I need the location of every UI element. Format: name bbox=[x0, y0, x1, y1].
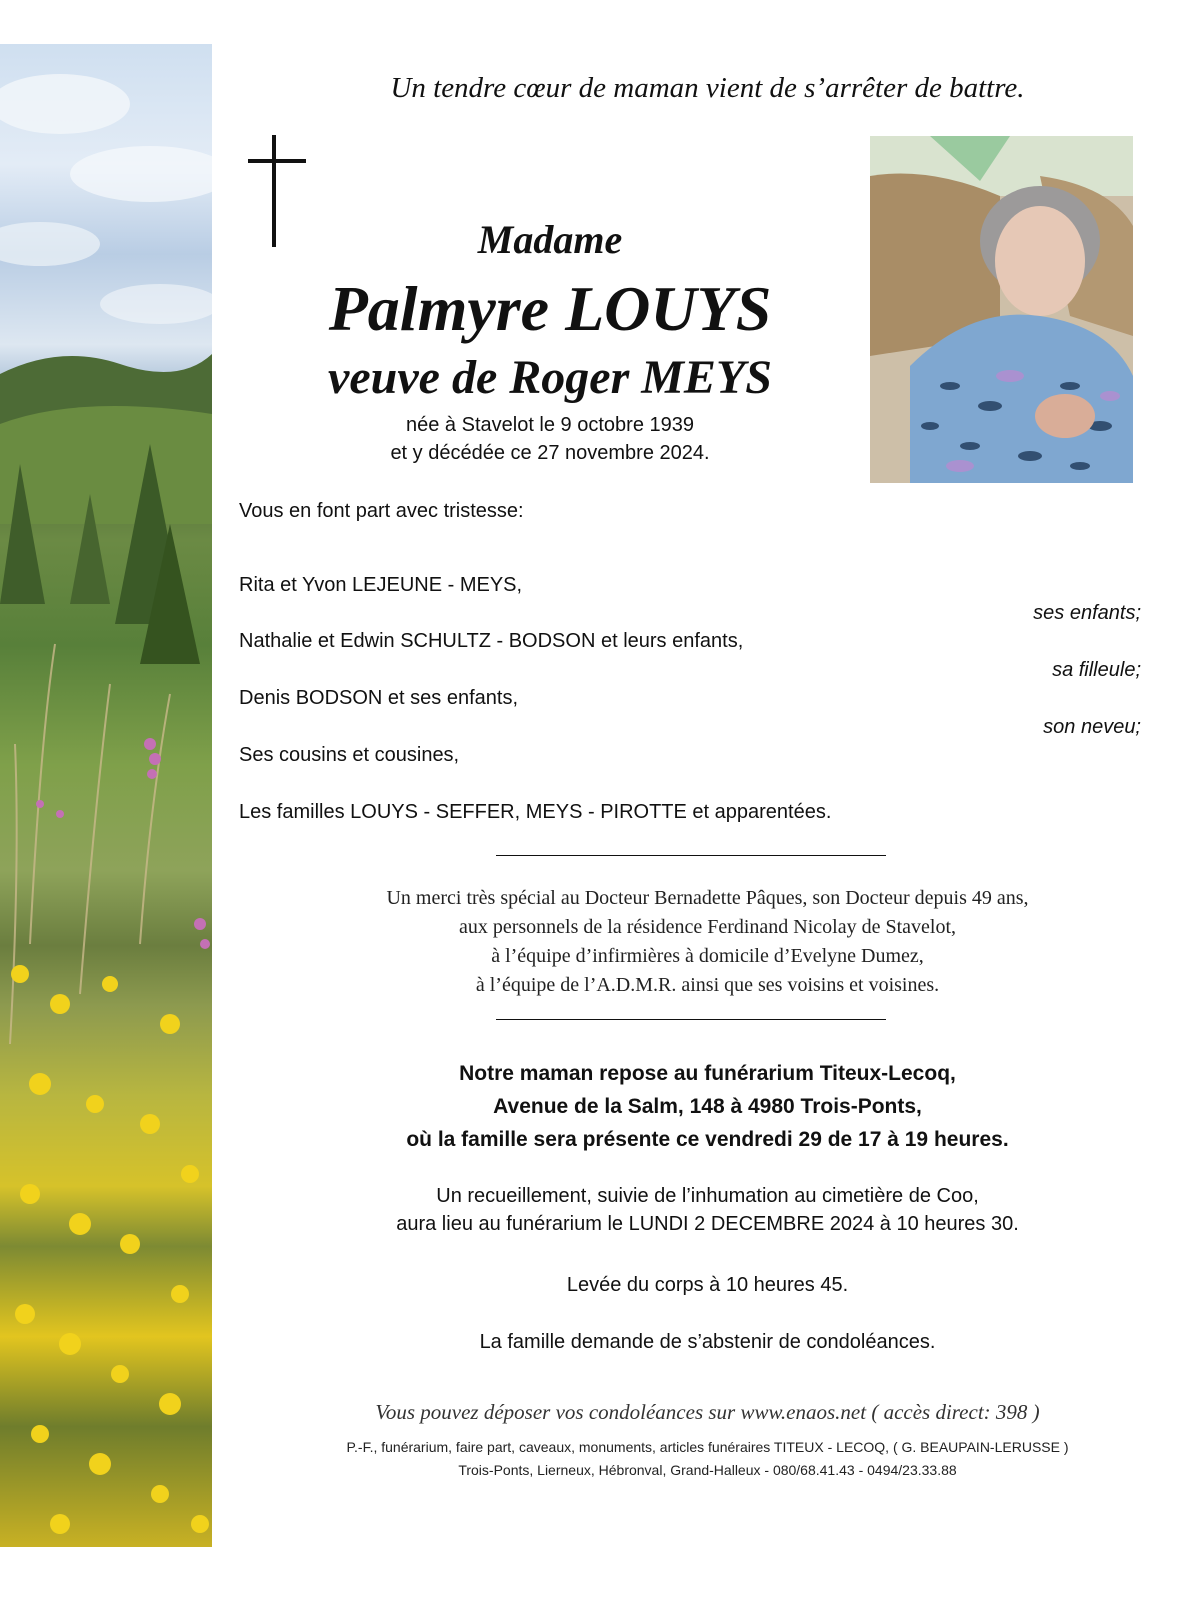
header-quote: Un tendre cœur de maman vient de s’arrêter de battre. bbox=[390, 72, 1025, 104]
death-line: et y décédée ce 27 novembre 2024. bbox=[390, 442, 710, 464]
cross-icon bbox=[248, 135, 306, 247]
footer-block bbox=[212, 1436, 1203, 1482]
separator-line bbox=[496, 1019, 886, 1020]
family-relation: sa filleule; bbox=[1052, 659, 1141, 681]
no-condolences-line: La famille demande de s’abstenir de condoléances. bbox=[479, 1331, 936, 1353]
family-names: Les familles LOUYS - SEFFER, MEYS - PIROTTE et apparentées. bbox=[239, 801, 832, 823]
footer-line: Trois-Ponts, Lierneux, Hébronval, Grand-Halleux - 080/68.41.43 - 0494/23.33.88 bbox=[458, 1462, 957, 1478]
deceased-name: Palmyre LOUYS bbox=[328, 273, 772, 344]
announce-intro: Vous en font part avec tristesse: bbox=[239, 500, 524, 522]
ceremony-block bbox=[212, 1182, 1203, 1238]
landscape-strip-image bbox=[0, 44, 212, 1547]
thanks-line: aux personnels de la résidence Ferdinand Nicolay de Stavelot, bbox=[458, 916, 957, 938]
title-prefix: Madame bbox=[477, 217, 623, 262]
funeral-home-block bbox=[212, 1057, 1203, 1156]
birth-line: née à Stavelot le 9 octobre 1939 bbox=[406, 414, 694, 436]
family-names: Nathalie et Edwin SCHULTZ - BODSON et leurs enfants, bbox=[239, 630, 744, 652]
funeral-home-line: Avenue de la Salm, 148 à 4980 Trois-Ponts, bbox=[493, 1095, 922, 1118]
funeral-home-line: où la famille sera présente ce vendredi 29 de 17 à 19 heures. bbox=[406, 1128, 1009, 1151]
funeral-home-line: Notre maman repose au funérarium Titeux-Lecoq, bbox=[459, 1062, 956, 1085]
family-names: Denis BODSON et ses enfants, bbox=[239, 687, 519, 709]
portrait-photo bbox=[870, 136, 1133, 483]
ceremony-line: Un recueillement, suivie de l’inhumation au cimetière de Coo, bbox=[436, 1185, 979, 1207]
family-names: Ses cousins et cousines, bbox=[239, 744, 460, 766]
thanks-line: à l’équipe d’infirmières à domicile d’Evelyne Dumez, bbox=[491, 945, 924, 967]
family-relation: son neveu; bbox=[1043, 716, 1141, 738]
separator-line bbox=[496, 855, 886, 856]
spouse-line: veuve de Roger MEYS bbox=[328, 351, 772, 404]
thanks-block bbox=[212, 884, 1203, 1000]
family-relation: ses enfants; bbox=[1033, 602, 1141, 624]
online-condolences-line: Vous pouvez déposer vos condoléances sur www.enaos.net ( accès direct: 398 ) bbox=[375, 1400, 1040, 1424]
thanks-line: à l’équipe de l’A.D.M.R. ainsi que ses voisins et voisines. bbox=[475, 974, 940, 996]
family-names: Rita et Yvon LEJEUNE - MEYS, bbox=[239, 574, 523, 596]
thanks-line: Un merci très spécial au Docteur Bernadette Pâques, son Docteur depuis 49 ans, bbox=[386, 887, 1029, 909]
levee-line: Levée du corps à 10 heures 45. bbox=[566, 1274, 849, 1296]
footer-line: P.-F., funérarium, faire part, caveaux, monuments, articles funéraires TITEUX - LECOQ, ( G. BEAUPAIN-LERUSSE ) bbox=[346, 1439, 1069, 1455]
ceremony-line: aura lieu au funérarium le LUNDI 2 DECEMBRE 2024 à 10 heures 30. bbox=[396, 1213, 1019, 1235]
